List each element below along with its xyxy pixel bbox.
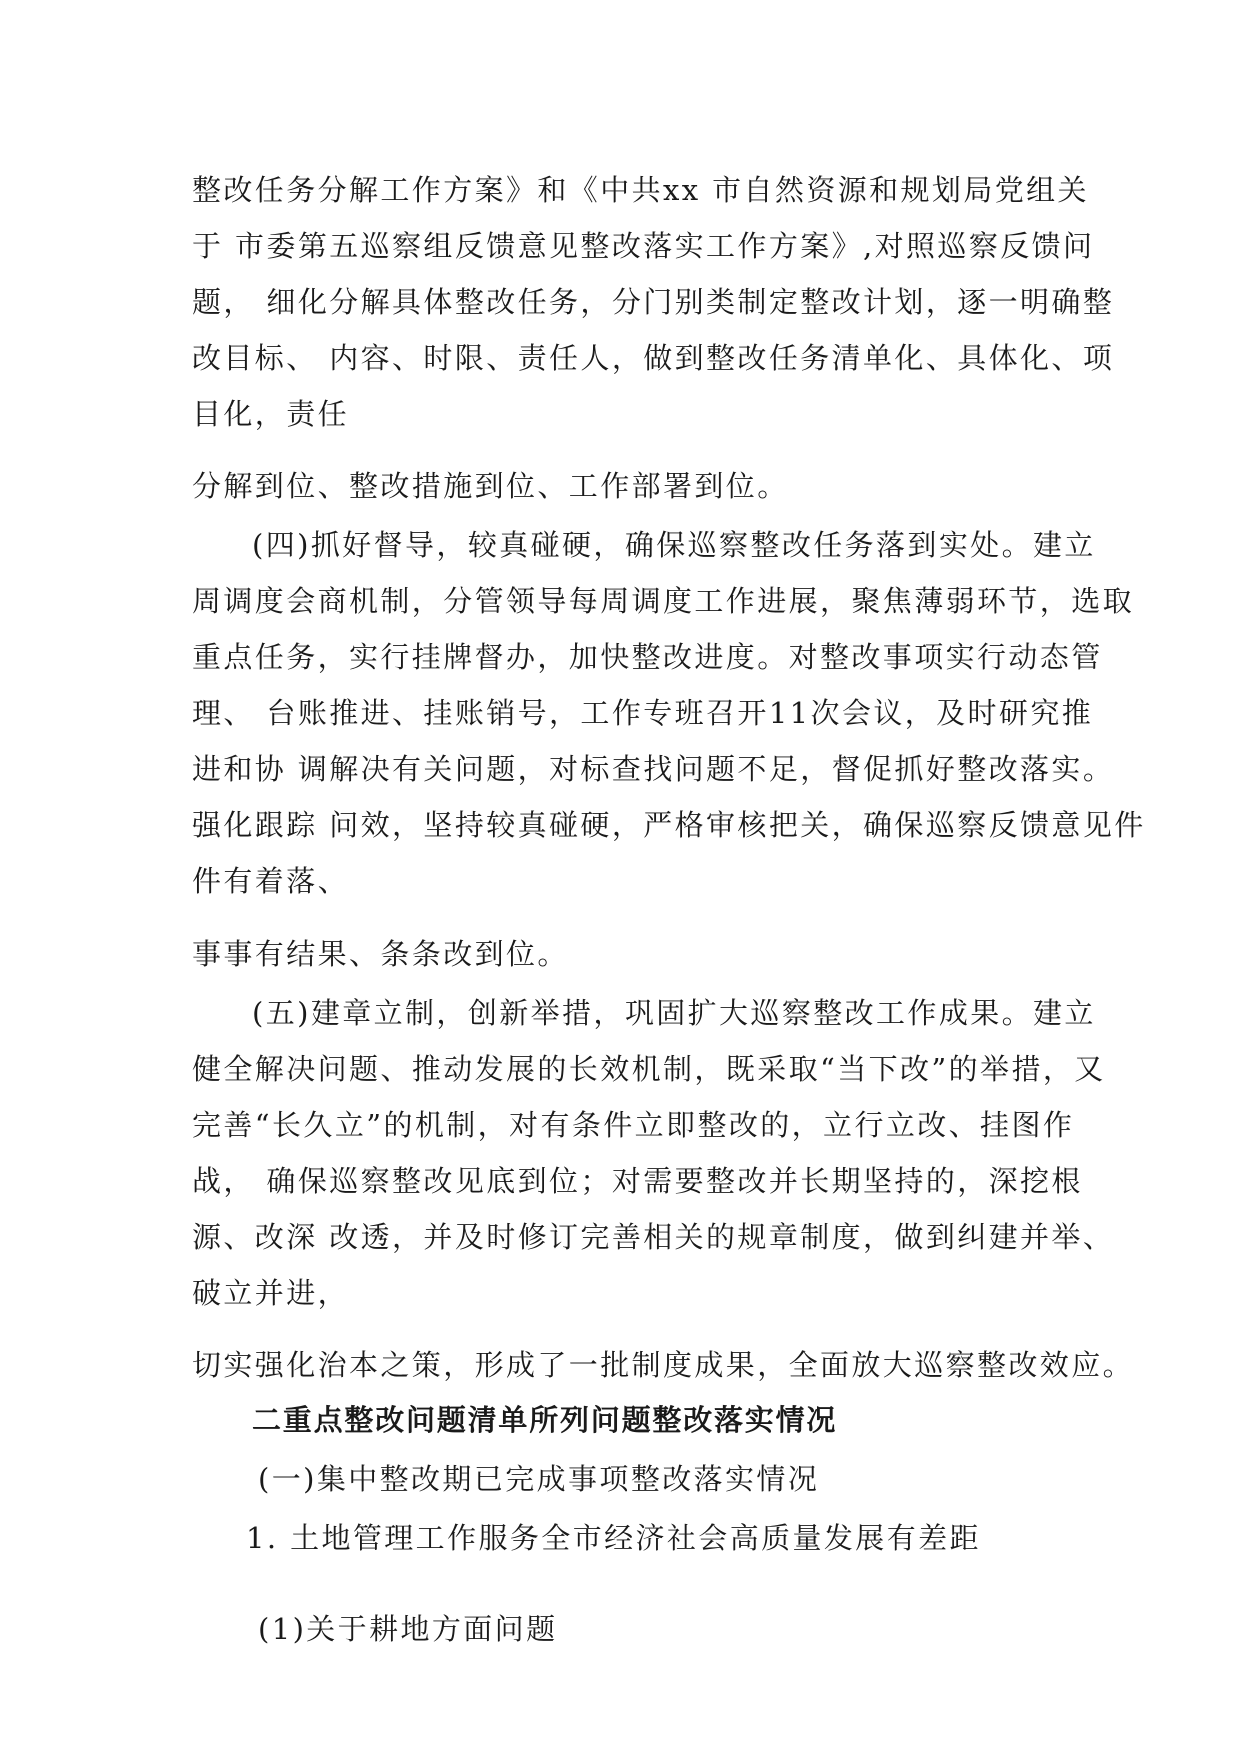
- text-line: 题， 细化分解具体整改任务，分门别类制定整改计划，逐一明确整: [192, 285, 1115, 319]
- text-line: 切实强化治本之策，形成了一批制度成果，全面放大巡察整改效应。: [192, 1348, 1135, 1382]
- text-line: 改目标、 内容、时限、责任人，做到整改任务清单化、具体化、项: [192, 341, 1115, 375]
- text-line: 理、 台账推进、挂账销号，工作专班召开11次会议，及时研究推: [192, 696, 1094, 730]
- text-line: 破立并进，: [192, 1276, 350, 1310]
- text-line: 件有着落、: [192, 864, 350, 898]
- sub-item-heading: (1)关于耕地方面问题: [258, 1612, 558, 1646]
- text-line: 整改任务分解工作方案》和《中共xx 市自然资源和规划局党组关: [192, 173, 1089, 207]
- text-line: 周调度会商机制，分管领导每周调度工作进展，聚焦薄弱环节，选取: [192, 584, 1135, 618]
- text-line: 事事有结果、条条改到位。: [192, 937, 569, 971]
- paragraph-heading-4: (四)抓好督导，较真碰硬，确保巡察整改任务落到实处。建立: [252, 528, 1096, 562]
- text-line: 进和协 调解决有关问题，对标查找问题不足，督促抓好整改落实。: [192, 752, 1115, 786]
- text-line: 分解到位、整改措施到位、工作部署到位。: [192, 469, 789, 503]
- text-line: 完善“长久立”的机制，对有条件立即整改的，立行立改、挂图作: [192, 1108, 1075, 1142]
- text-line: 源、改深 改透，并及时修订完善相关的规章制度，做到纠建并举、: [192, 1220, 1115, 1254]
- text-line: 目化，责任: [192, 397, 350, 431]
- text-line: 强化跟踪 问效，坚持较真碰硬，严格审核把关，确保巡察反馈意见件: [192, 808, 1146, 842]
- text-line: 于 市委第五巡察组反馈意见整改落实工作方案》,对照巡察反馈问: [192, 229, 1095, 263]
- subsection-heading: (一)集中整改期已完成事项整改落实情况: [258, 1462, 820, 1496]
- item-heading: 1. 土地管理工作服务全市经济社会高质量发展有差距: [246, 1521, 981, 1555]
- paragraph-heading-5: (五)建章立制，创新举措，巩固扩大巡察整改工作成果。建立: [252, 996, 1096, 1030]
- text-line: 健全解决问题、推动发展的长效机制，既采取“当下改”的举措，又: [192, 1052, 1106, 1086]
- text-line: 战， 确保巡察整改见底到位；对需要整改并长期坚持的，深挖根: [192, 1164, 1083, 1198]
- text-line: 重点任务，实行挂牌督办，加快整改进度。对整改事项实行动态管: [192, 640, 1103, 674]
- section-heading: 二重点整改问题清单所列问题整改落实情况: [252, 1403, 838, 1437]
